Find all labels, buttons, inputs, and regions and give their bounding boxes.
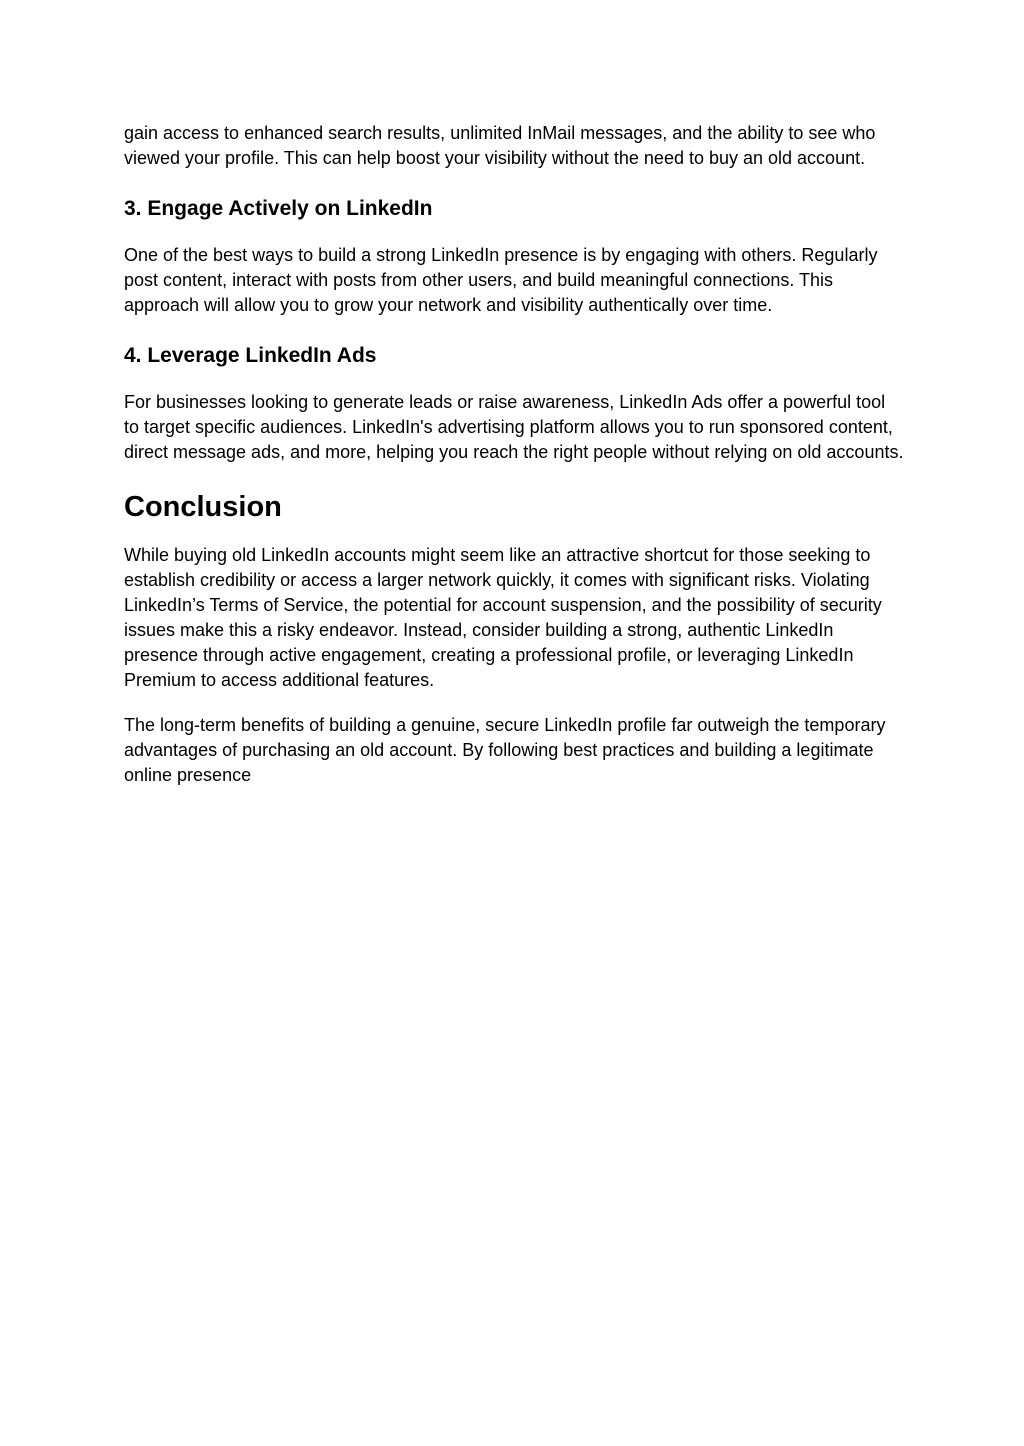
intro-paragraph: gain access to enhanced search results, unlimited InMail messages, and the ability to see who viewed your profile. This can help boost your visibility without the need to buy an old account.: [124, 123, 876, 168]
document-body: [124, 121, 904, 788]
section-4-paragraph: For businesses looking to generate leads or raise awareness, LinkedIn Ads offer a powerful tool to target specific audiences. LinkedIn's advertising platform allows you to run sponsored content, direct message ads, and more, helping you reach the right people without relying on old accounts.: [124, 392, 904, 462]
section-4-heading: 4. Leverage LinkedIn Ads: [124, 344, 377, 367]
section-3-paragraph: One of the best ways to build a strong LinkedIn presence is by engaging with others. Regularly post content, interact with posts from other users, and build meaningful connections. This approach will allow you to grow your network and visibility authentically over time.: [124, 245, 878, 315]
conclusion-paragraph-2: The long-term benefits of building a genuine, secure LinkedIn profile far outweigh the temporary advantages of purchasing an old account. By following best practices and building a legitimate online presence: [124, 715, 886, 785]
conclusion-paragraph-1: While buying old LinkedIn accounts might seem like an attractive shortcut for those seeking to establish credibility or access a larger network quickly, it comes with significant risks. Violating LinkedIn’s Terms of Service, the potential for account suspension, and the possibility of security issues make this a risky endeavor. Instead, consider building a strong, authentic LinkedIn presence through active engagement, creating a professional profile, or leveraging LinkedIn Premium to access additional features.: [124, 545, 882, 690]
section-3-heading: 3. Engage Actively on LinkedIn: [124, 197, 433, 220]
conclusion-heading: Conclusion: [124, 491, 282, 523]
